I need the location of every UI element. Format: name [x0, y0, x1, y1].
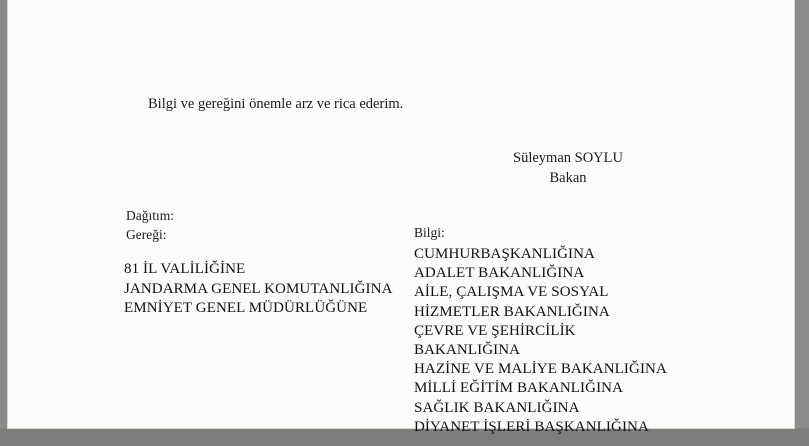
info-recipients-list: [414, 245, 667, 437]
list-item: MİLLİ EĞİTİM BAKANLIĞINA: [414, 380, 624, 397]
closing-paragraph: Bilgi ve gereğini önemle arz ve rica ederim.: [148, 96, 404, 112]
list-item: 81 İL VALİLİĞİNE: [124, 261, 246, 277]
signature-block: [498, 148, 638, 188]
document-page: [8, 0, 794, 435]
list-item: SAĞLIK BAKANLIĞINA: [414, 399, 580, 416]
required-recipients-list: [124, 260, 393, 319]
info-label: Bilgi:: [414, 225, 445, 240]
page-shadow-left: [0, 0, 8, 446]
list-item: CUMHURBAŞKANLIĞINA: [414, 246, 595, 262]
list-item: AİLE, ÇALIŞMA VE SOSYAL: [414, 284, 609, 301]
distribution-heading-block: [126, 206, 174, 244]
distribution-heading: Dağıtım:: [126, 208, 174, 223]
list-item: EMNİYET GENEL MÜDÜRLÜĞÜNE: [124, 300, 368, 316]
page-shadow-bottom: [0, 428, 809, 446]
list-item: BAKANLIĞINA: [414, 342, 521, 359]
page-shadow-right: [794, 0, 809, 446]
list-item: ÇEVRE VE ŞEHİRCİLİK: [414, 322, 576, 339]
list-item: DİYANET İŞLERİ BAŞKANLIĞINA: [414, 418, 649, 435]
list-item: JANDARMA GENEL KOMUTANLIĞINA: [124, 280, 393, 297]
list-item: HİZMETLER BAKANLIĞINA: [414, 303, 610, 320]
signer-title: Bakan: [549, 170, 587, 186]
required-label: Gereği:: [126, 227, 167, 242]
signer-name: Süleyman SOYLU: [513, 150, 623, 166]
list-item: HAZİNE VE MALİYE BAKANLIĞINA: [414, 361, 667, 378]
list-item: ADALET BAKANLIĞINA: [414, 265, 585, 282]
